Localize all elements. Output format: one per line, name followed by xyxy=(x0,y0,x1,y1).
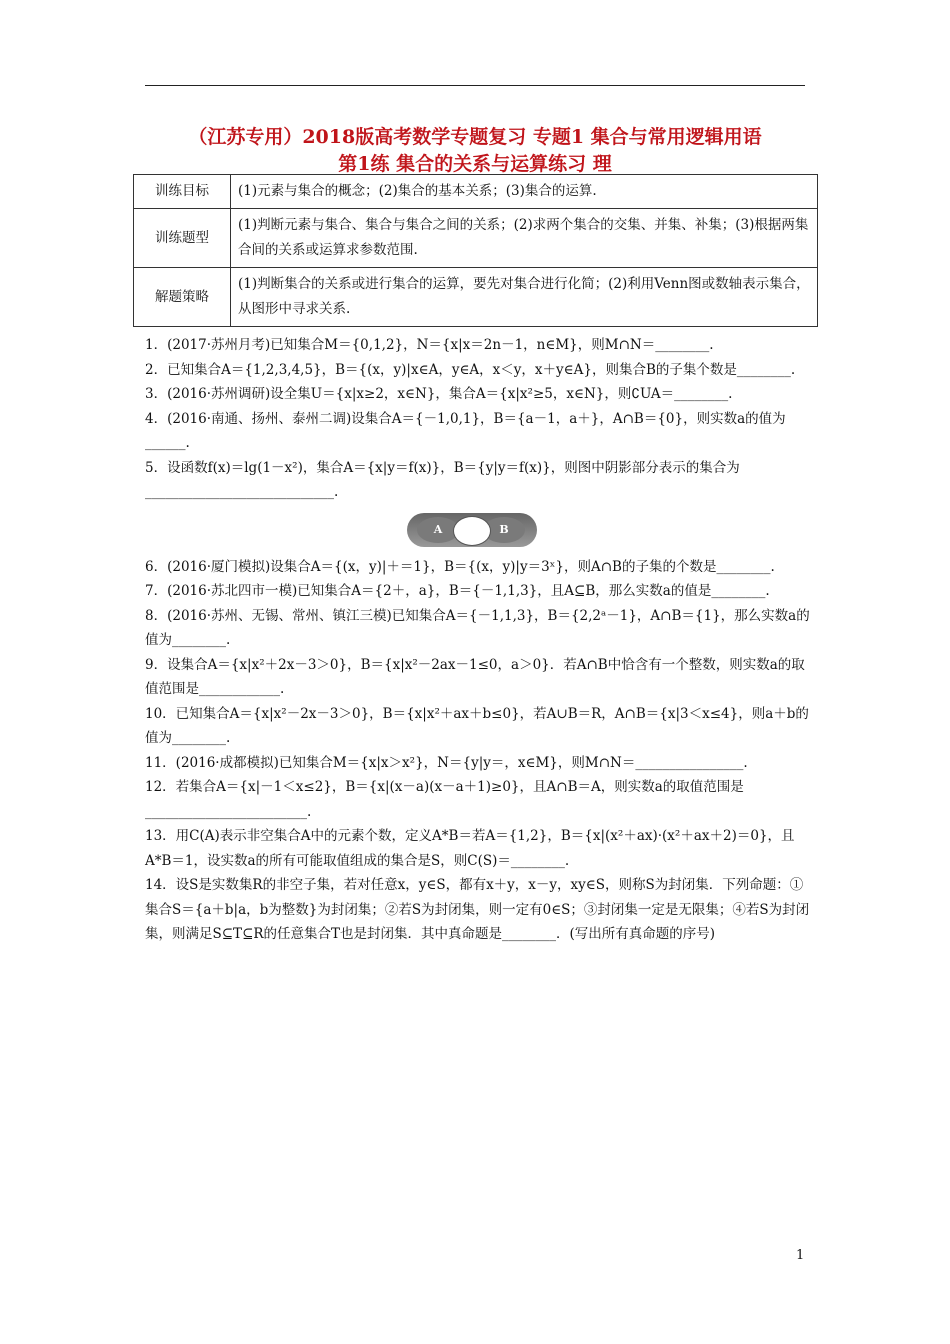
question-9: 9．设集合A＝{x|x²＋2x－3＞0}，B＝{x|x²－2ax－1≤0，a＞0}．若A∩B中恰含有一个整数，则实数a的取值范围是____________. xyxy=(145,656,805,697)
question-13: 13．用C(A)表示非空集合A中的元素个数，定义A*B＝若A＝{1,2}，B＝{x|(x²＋ax)·(x²＋ax＋2)＝0}，且A*B＝1，设实数a的所有可能取值组成的集合是S，则C(S)＝________. xyxy=(145,828,795,869)
question-12: 12．若集合A＝{x|－1＜x≤2}，B＝{x|(x－a)(x－a＋1)≥0}，且A∩B＝A，则实数a的取值范围是________________________. xyxy=(145,779,744,820)
row-key: 解题策略 xyxy=(134,268,231,327)
page-number: 1 xyxy=(796,1248,805,1263)
header-rule xyxy=(145,85,805,86)
page-title: （江苏专用）2018版高考数学专题复习 专题1 集合与常用逻辑用语 xyxy=(188,126,762,148)
table-row xyxy=(134,175,818,209)
page-subtitle: 第1练 集合的关系与运算练习 理 xyxy=(338,153,612,175)
venn-diagram-row xyxy=(145,505,810,555)
question-11: 11．(2016·成都模拟)已知集合M＝{x|x＞x²}，N＝{y|y＝，x∈M}，则M∩N＝________________. xyxy=(145,754,748,771)
venn-diagram xyxy=(407,513,537,547)
row-key: 训练目标 xyxy=(134,175,231,209)
question-list xyxy=(145,333,810,947)
question-7: 7．(2016·苏北四市一模)已知集合A＝{2＋，a}，B＝{－1,1,3}，且A⊆B，那么实数a的值是________. xyxy=(145,583,770,599)
venn-intersection xyxy=(453,516,491,546)
question-4: 4．(2016·南通、扬州、泰州二调)设集合A＝{－1,0,1}，B＝{a－1，a＋}，A∩B＝{0}，则实数a的值为______. xyxy=(145,410,786,451)
venn-set-a: A xyxy=(417,517,459,543)
question-5: 5．设函数f(x)＝lg(1－x²)，集合A＝{x|y＝f(x)}，B＝{y|y＝f(x)}，则图中阴影部分表示的集合为____________________________. xyxy=(145,459,740,500)
question-8: 8．(2016·苏州、无锡、常州、镇江三模)已知集合A＝{－1,1,3}，B＝{2,2ᵃ－1}，A∩B＝{1}，那么实数a的值为________. xyxy=(145,607,810,648)
question-6: 6．(2016·厦门模拟)设集合A＝{(x，y)|＋＝1}，B＝{(x，y)|y＝3ˣ}，则A∩B的子集的个数是________. xyxy=(145,558,775,575)
table-row xyxy=(134,209,818,268)
question-3: 3．(2016·苏州调研)设全集U＝{x|x≥2，x∈N}，集合A＝{x|x²≥5，x∈N}，则∁UA＝________. xyxy=(145,386,733,402)
row-value: (1)判断集合的关系或进行集合的运算，要先对集合进行化简；(2)利用Venn图或数轴表示集合，从图形中寻求关系. xyxy=(231,268,818,327)
row-value: (1)判断元素与集合、集合与集合之间的关系；(2)求两个集合的交集、并集、补集；(3)根据两集合间的关系或运算求参数范围. xyxy=(231,209,818,268)
question-1: 1．(2017·苏州月考)已知集合M＝{0,1,2}，N＝{x|x＝2n－1，n∈M}，则M∩N＝________. xyxy=(145,337,714,353)
question-14: 14．设S是实数集R的非空子集，若对任意x，y∈S，都有x＋y，x－y，xy∈S，则称S为封闭集．下列命题：①集合S＝{a＋b|a，b为整数}为封闭集；②若S为封闭集，则一定有0∈S；③封闭集一定是无限集；④若S为封闭集，则满足S⊆T⊆R的任意集合T也是封闭集．其中真命题是________．(写出所有真命题的序号) xyxy=(145,877,810,942)
row-value: (1)元素与集合的概念；(2)集合的基本关系；(3)集合的运算. xyxy=(231,175,818,209)
question-2: 2．已知集合A＝{1,2,3,4,5}，B＝{(x，y)|x∈A，y∈A，x＜y，x＋y∈A}，则集合B的子集个数是________. xyxy=(145,361,796,378)
table-row xyxy=(134,268,818,327)
row-key: 训练题型 xyxy=(134,209,231,268)
question-10: 10．已知集合A＝{x|x²－2x－3＞0}，B＝{x|x²＋ax＋b≤0}，若A∪B＝R，A∩B＝{x|3＜x≤4}，则a＋b的值为________. xyxy=(145,705,809,746)
training-info-table xyxy=(133,174,818,327)
venn-set-b: B xyxy=(483,517,525,543)
